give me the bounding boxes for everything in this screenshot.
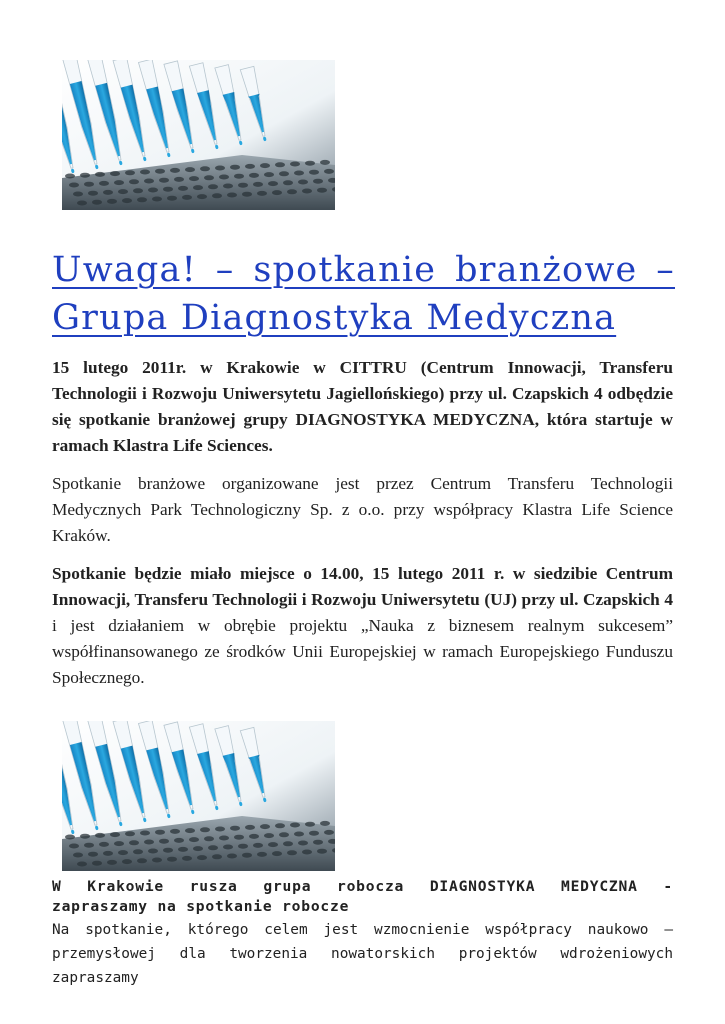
details-paragraph-bold: Spotkanie będzie miało miejsce o 14.00, 15 lutego 2011 r. w siedzibie Centrum Innowacji, Transferu Technologii i Rozwoju Uniwersytetu (UJ) przy ul. Czapskich 4: [52, 564, 673, 609]
details-paragraph-rest: i jest działaniem w obrębie projektu „Nauka z biznesem realnym sukcesem” współfinansowanego ze środków Unii Europejskiej w ramach Europejskiego Funduszu Społecznego.: [52, 616, 673, 687]
article-title-line-1[interactable]: Uwaga! – spotkanie branżowe –: [52, 250, 675, 290]
pipettes-illustration: [62, 721, 335, 871]
second-text-line-2: przemysłowej dla tworzenia nowatorskich projektów wdrożeniowych zapraszamy: [52, 946, 673, 986]
second-article-text: [52, 918, 673, 990]
intro-paragraph: 15 lutego 2011r. w Krakowie w CITTRU (Centrum Innowacji, Transferu Technologii i Rozwoju Uniwersytetu Jagiellońskiego) przy ul. Czapskich 4 odbędzie się spotkanie branżowej grupy DIAGNOSTYKA MEDYCZNA, która startuje w ramach Klastra Life Sciences.: [52, 358, 673, 455]
second-heading-line-2: zapraszamy na spotkanie robocze: [52, 898, 350, 915]
second-text-line-1: Na spotkanie, którego celem jest wzmocnienie współpracy naukowo –: [52, 922, 673, 938]
article-title-line-2[interactable]: Grupa Diagnostyka Medyczna: [52, 298, 617, 338]
pipettes-illustration: [62, 60, 335, 210]
organizer-paragraph: Spotkanie branżowe organizowane jest przez Centrum Transferu Technologii Medycznych Park Technologiczny Sp. z o.o. przy współpracy Klastra Life Science Kraków.: [52, 474, 673, 545]
details-paragraph: [52, 561, 673, 691]
article-title[interactable]: [52, 246, 675, 342]
second-heading-line-1: W Krakowie rusza grupa robocza DIAGNOSTYKA MEDYCZNA -: [52, 878, 673, 895]
lab-pipettes-image-2: [62, 721, 335, 871]
second-article-heading: [52, 877, 673, 917]
lab-pipettes-image: [62, 60, 335, 210]
